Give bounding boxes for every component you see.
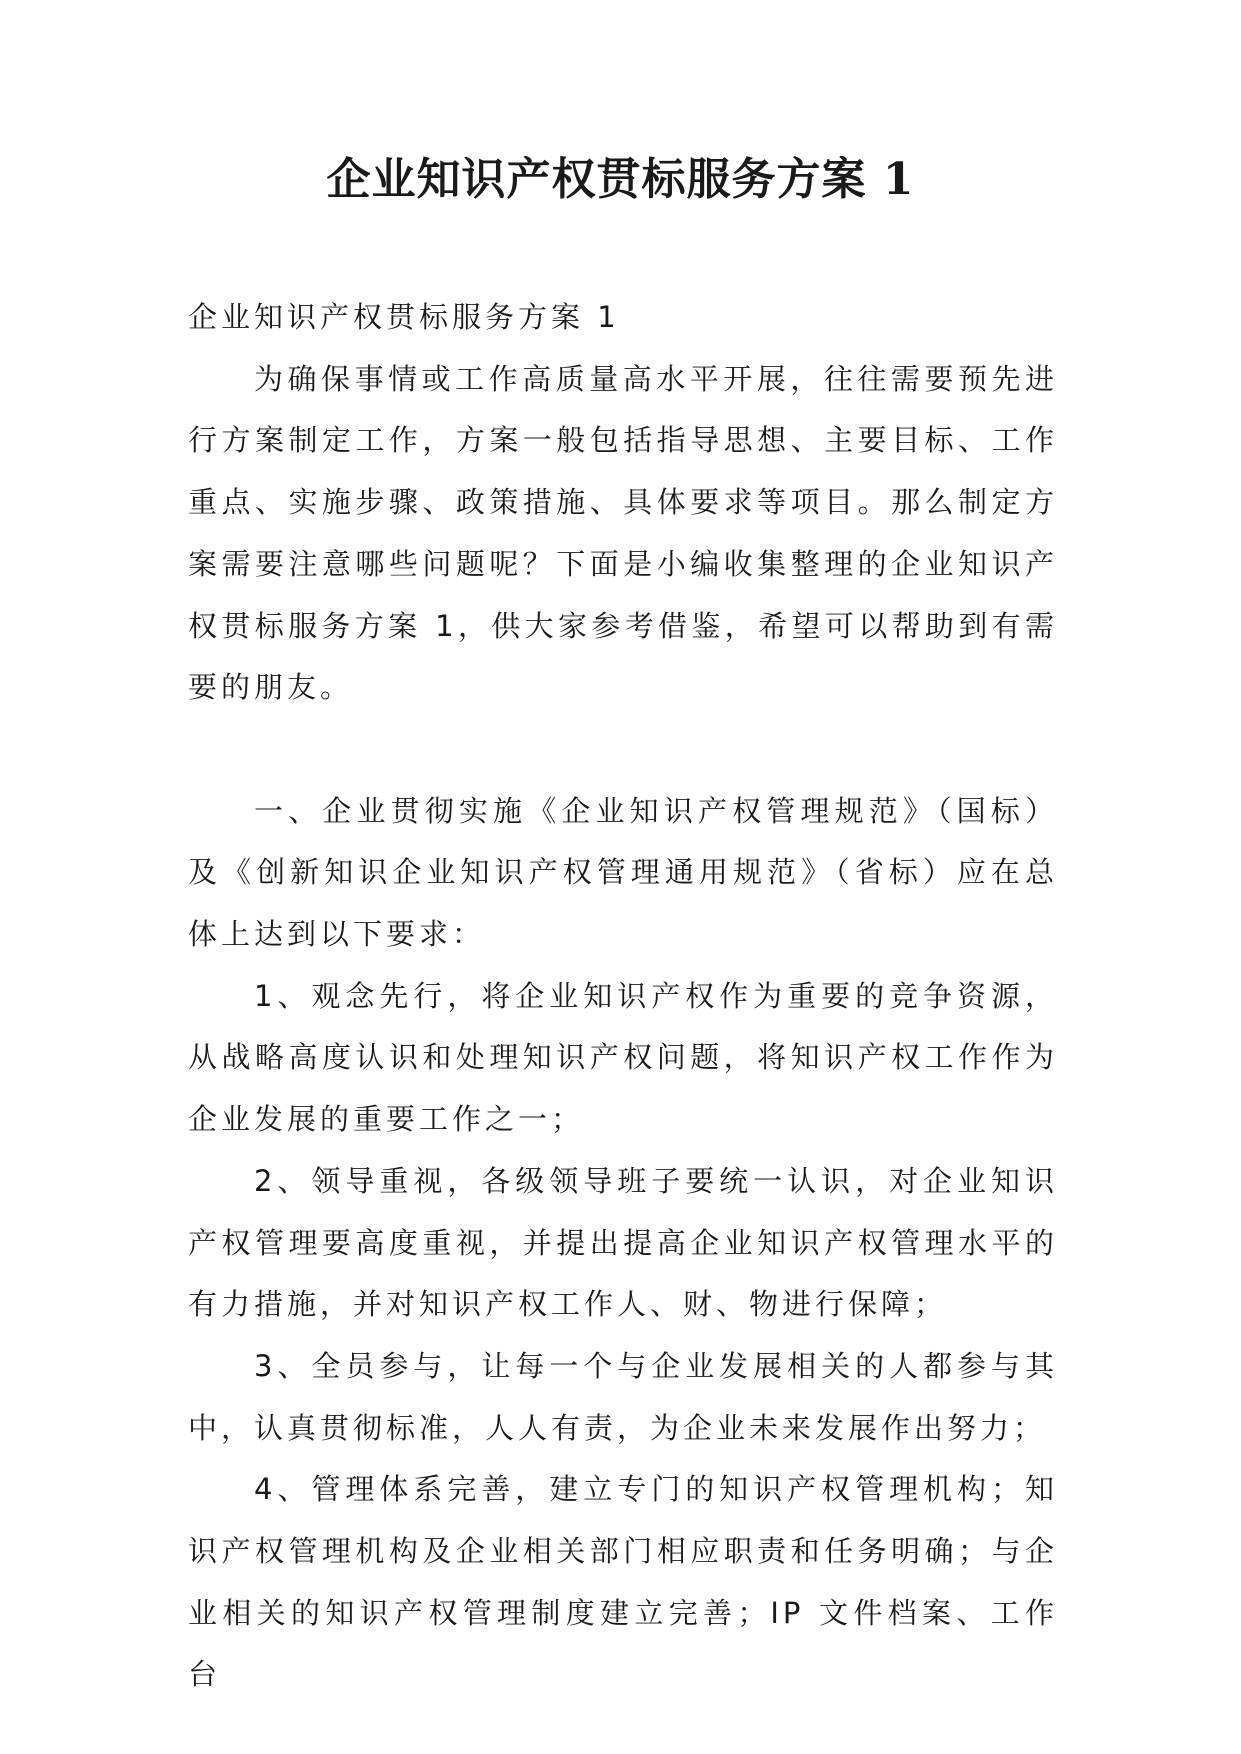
paragraph-spacer [188, 719, 1058, 781]
requirement-item-4: 4、管理体系完善，建立专门的知识产权管理机构；知识产权管理机构及企业相关部门相应职责和任务明确；与企业相关的知识产权管理制度建立完善；IP 文件档案、工作台 [188, 1472, 1058, 1692]
requirement-item-2: 2、领导重视，各级领导班子要统一认识，对企业知识产权管理要高度重视，并提出提高企业知识产权管理水平的有力措施，并对知识产权工作人、财、物进行保障； [188, 1163, 1058, 1322]
document-title: 企业知识产权贯标服务方案 1 [326, 154, 915, 205]
section-one-paragraph: 一、企业贯彻实施《企业知识产权管理规范》（国标）及《创新知识企业知识产权管理通用规范》（省标）应在总体上达到以下要求： [188, 793, 1058, 952]
document-subtitle: 企业知识产权贯标服务方案 1 [188, 300, 620, 334]
requirement-item-3: 3、全员参与，让每一个与企业发展相关的人都参与其中，认真贯彻标准，人人有责，为企业未来发展作出努力； [188, 1348, 1058, 1445]
document-body [188, 287, 1058, 1706]
requirement-item-1: 1、观念先行，将企业知识产权作为重要的竞争资源，从战略高度认识和处理知识产权问题，将知识产权工作作为企业发展的重要工作之一； [188, 978, 1058, 1137]
intro-paragraph: 为确保事情或工作高质量高水平开展，往往需要预先进行方案制定工作，方案一般包括指导思想、主要目标、工作重点、实施步骤、政策措施、具体要求等项目。那么制定方案需要注意哪些问题呢？下面是小编收集整理的企业知识产权贯标服务方案 1，供大家参考借鉴，希望可以帮助到有需要的朋友。 [188, 361, 1058, 705]
